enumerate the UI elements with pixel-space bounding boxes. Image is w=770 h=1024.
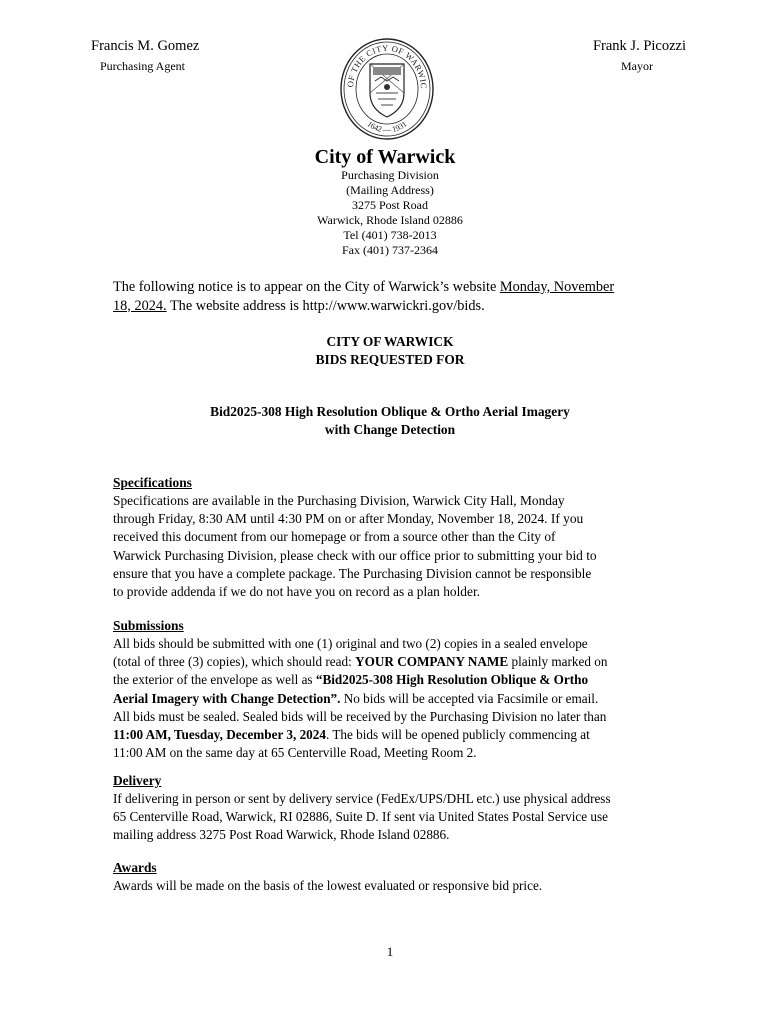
submissions-section: Submissions All bids should be submitted with one (1) original and two (2) copies in a sealed envelope (total of three (3) copies), which should read: YOUR COMPANY NAME plainly marked on the exterior of the envelope as well as “Bid2025-308 High Resolution Oblique & Ortho Aerial Imagery with Change Detection”. No bids will be accepted via Facsimile or email. All bids must be sealed. Sealed bids will be received by the Purchasing Division no later than 11:00 AM, Tuesday, December 3, 2024. The bids will be opened publicly commencing at 11:00 AM on the same day at 65 Centerville Road, Meeting Room 2. — [113, 618, 608, 761]
svg-text:SEAL OF THE CITY OF WARWICK R.: OF THE CITY OF WARWIC — [344, 42, 430, 90]
notice-date-cont: 18, 2024. — [113, 297, 167, 314]
page-number: 1 — [386, 944, 394, 959]
svg-text:1642 — 1931: 1642 — 1931 — [365, 119, 409, 135]
website-notice: The following notice is to appear on the City of Warwick’s website Monday, November 18, 2024. The website address is http://www.warwickri.gov/bids. — [113, 279, 615, 314]
section-title: Awards — [113, 860, 157, 875]
section-title: Delivery — [113, 773, 162, 788]
city-name: City of Warwick — [314, 146, 456, 168]
delivery-section: Delivery If delivering in person or sent by delivery service (FedEx/UPS/DHL etc.) use physical address 65 Centerville Road, Warwick, RI 02886, Suite D. If sent via United States Postal Service use mailing address 3275 Post Road Warwick, Rhode Island 02886. — [113, 773, 611, 843]
office-address-block — [0, 168, 770, 258]
office-line: (Mailing Address) — [346, 183, 434, 197]
office-line: Fax (401) 737-2364 — [342, 243, 438, 257]
office-line: Purchasing Division — [341, 168, 439, 182]
awards-section: Awards Awards will be made on the basis of the lowest evaluated or responsive bid price. — [113, 860, 543, 893]
notice-date: Monday, November — [499, 279, 615, 295]
office-line: 3275 Post Road — [351, 198, 428, 212]
mayor-name: Frank J. Picozzi — [592, 38, 686, 54]
bids-heading: CITY OF WARWICK BIDS REQUESTED FOR — [315, 334, 465, 367]
section-title: Submissions — [113, 618, 184, 633]
section-title: Specifications — [113, 475, 192, 490]
bid-title: Bid2025-308 High Resolution Oblique & Ortho Aerial Imagery with Change Detection — [210, 404, 570, 437]
purchasing-agent-name: Francis M. Gomez — [91, 38, 200, 54]
purchasing-agent-title: Purchasing Agent — [100, 59, 185, 73]
office-line: Tel (401) 738-2013 — [343, 228, 437, 242]
city-seal — [339, 37, 435, 141]
mayor-title: Mayor — [621, 59, 653, 73]
specifications-section: Specifications Specifications are available in the Purchasing Division, Warwick City Hall, Monday through Friday, 8:30 AM until 4:30 PM on or after Monday, November 18, 2024. If you received this document from our homepage or from a source other than the City of Warwick Purchasing Division, please check with our office prior to submitting your bid to ensure that you have a complete package. The Purchasing Division cannot be responsible to provide addenda if we do not have you on record as a plan holder. — [113, 475, 597, 600]
office-line: Warwick, Rhode Island 02886 — [317, 213, 463, 227]
